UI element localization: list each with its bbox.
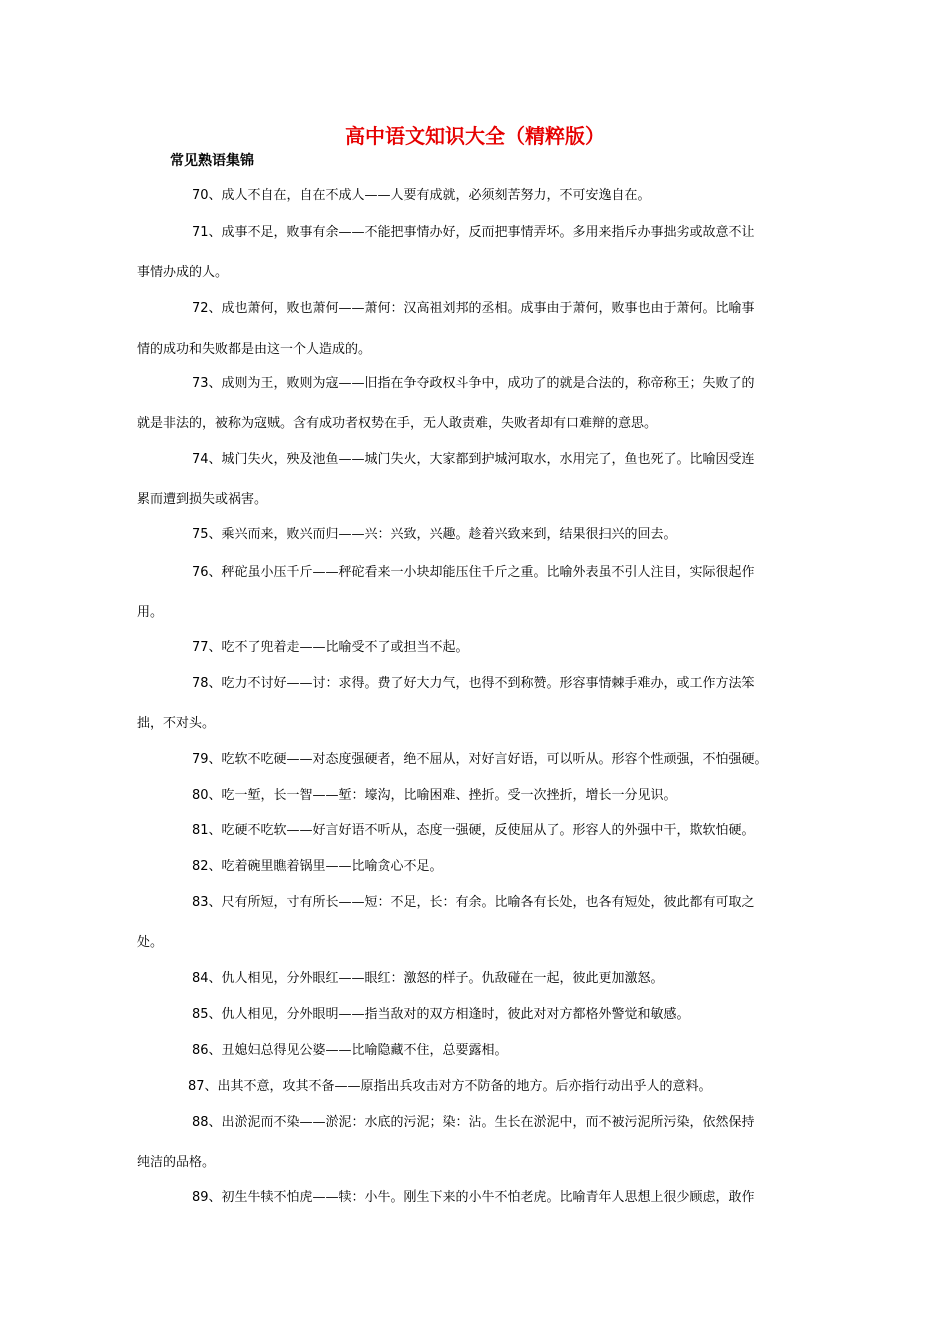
entry-86-line-1: 86、丑媳妇总得见公婆——比喻隐藏不住，总要露相。 xyxy=(192,1043,508,1058)
entry-87-line-1: 87、出其不意，攻其不备——原指出兵攻击对方不防备的地方。后亦指行动出乎人的意料。 xyxy=(188,1079,712,1094)
entry-72-line-2: 情的成功和失败都是由这一个人造成的。 xyxy=(137,342,372,357)
entry-79-line-1: 79、吃软不吃硬——对态度强硬者，绝不屈从，对好言好语，可以听从。形容个性顽强，不怕强硬。 xyxy=(192,752,768,767)
entry-number: 71 xyxy=(192,225,209,240)
entry-number: 88 xyxy=(192,1115,209,1130)
entry-number: 78 xyxy=(192,676,209,691)
section-heading: 常见熟语集锦 xyxy=(170,153,254,169)
entry-number: 85 xyxy=(192,1007,209,1022)
entry-81-line-1: 81、吃硬不吃软——好言好语不听从，态度一强硬，反使屈从了。形容人的外强中干，欺软怕硬。 xyxy=(192,823,755,838)
entry-74-line-2: 累而遭到损失或祸害。 xyxy=(137,492,268,507)
entry-88-line-2: 纯洁的品格。 xyxy=(137,1155,216,1170)
entry-78-line-2: 拙，不对头。 xyxy=(137,716,216,731)
entry-number: 75 xyxy=(192,527,209,542)
entry-77-line-1: 77、吃不了兜着走——比喻受不了或担当不起。 xyxy=(192,640,469,655)
entry-number: 86 xyxy=(192,1043,209,1058)
entry-number: 70 xyxy=(192,188,209,203)
entry-82-line-1: 82、吃着碗里瞧着锅里——比喻贪心不足。 xyxy=(192,859,443,874)
entry-number: 82 xyxy=(192,859,209,874)
entry-number: 80 xyxy=(192,788,209,803)
entry-75-line-1: 75、乘兴而来，败兴而归——兴：兴致，兴趣。趁着兴致来到，结果很扫兴的回去。 xyxy=(192,527,677,542)
entry-number: 73 xyxy=(192,376,209,391)
entry-72-line-1: 72、成也萧何，败也萧何——萧何：汉高祖刘邦的丞相。成事由于萧何，败事也由于萧何。比喻事 xyxy=(192,301,755,316)
entry-88-line-1: 88、出淤泥而不染——淤泥：水底的污泥；染：沾。生长在淤泥中，而不被污泥所污染，依然保持 xyxy=(192,1115,755,1130)
entry-number: 81 xyxy=(192,823,209,838)
entry-85-line-1: 85、仇人相见，分外眼明——指当敌对的双方相逢时，彼此对对方都格外警觉和敏感。 xyxy=(192,1007,690,1022)
entry-78-line-1: 78、吃力不讨好——讨：求得。费了好大力气，也得不到称赞。形容事情棘手难办，或工作方法笨 xyxy=(192,676,755,691)
entry-83-line-2: 处。 xyxy=(137,935,164,950)
entry-80-line-1: 80、吃一堑，长一智——堑：壕沟，比喻困难、挫折。受一次挫折，增长一分见识。 xyxy=(192,788,677,803)
entry-71-line-1: 71、成事不足，败事有余——不能把事情办好，反而把事情弄坏。多用来指斥办事拙劣或故意不让 xyxy=(192,225,755,240)
entry-89-line-1: 89、初生牛犊不怕虎——犊：小牛。刚生下来的小牛不怕老虎。比喻青年人思想上很少顾虑，敢作 xyxy=(192,1190,755,1205)
entry-73-line-2: 就是非法的，被称为寇贼。含有成功者权势在手，无人敢责难，失败者却有口难辩的意思。 xyxy=(137,416,658,431)
entry-83-line-1: 83、尺有所短，寸有所长——短：不足，长：有余。比喻各有长处，也各有短处，彼此都有可取之 xyxy=(192,895,755,910)
entry-71-line-2: 事情办成的人。 xyxy=(137,265,229,280)
entry-number: 79 xyxy=(192,752,209,767)
entry-number: 89 xyxy=(192,1190,209,1205)
entry-76-line-1: 76、秤砣虽小压千斤——秤砣看来一小块却能压住千斤之重。比喻外表虽不引人注目，实际很起作 xyxy=(192,565,755,580)
entry-number: 83 xyxy=(192,895,209,910)
entry-70-line-1: 70、成人不自在，自在不成人——人要有成就，必须刻苦努力，不可安逸自在。 xyxy=(192,188,651,203)
entry-76-line-2: 用。 xyxy=(137,605,164,620)
entry-84-line-1: 84、仇人相见，分外眼红——眼红：激怒的样子。仇敌碰在一起，彼此更加激怒。 xyxy=(192,971,664,986)
entry-number: 72 xyxy=(192,301,209,316)
entry-number: 77 xyxy=(192,640,209,655)
document-title: 高中语文知识大全（精粹版） xyxy=(345,124,605,148)
entry-number: 84 xyxy=(192,971,209,986)
entry-number: 74 xyxy=(192,452,209,467)
entry-73-line-1: 73、成则为王，败则为寇——旧指在争夺政权斗争中，成功了的就是合法的，称帝称王；失败了的 xyxy=(192,376,755,391)
entry-number: 76 xyxy=(192,565,209,580)
entry-74-line-1: 74、城门失火，殃及池鱼——城门失火，大家都到护城河取水，水用完了，鱼也死了。比喻因受连 xyxy=(192,452,755,467)
entry-number: 87 xyxy=(188,1079,205,1094)
